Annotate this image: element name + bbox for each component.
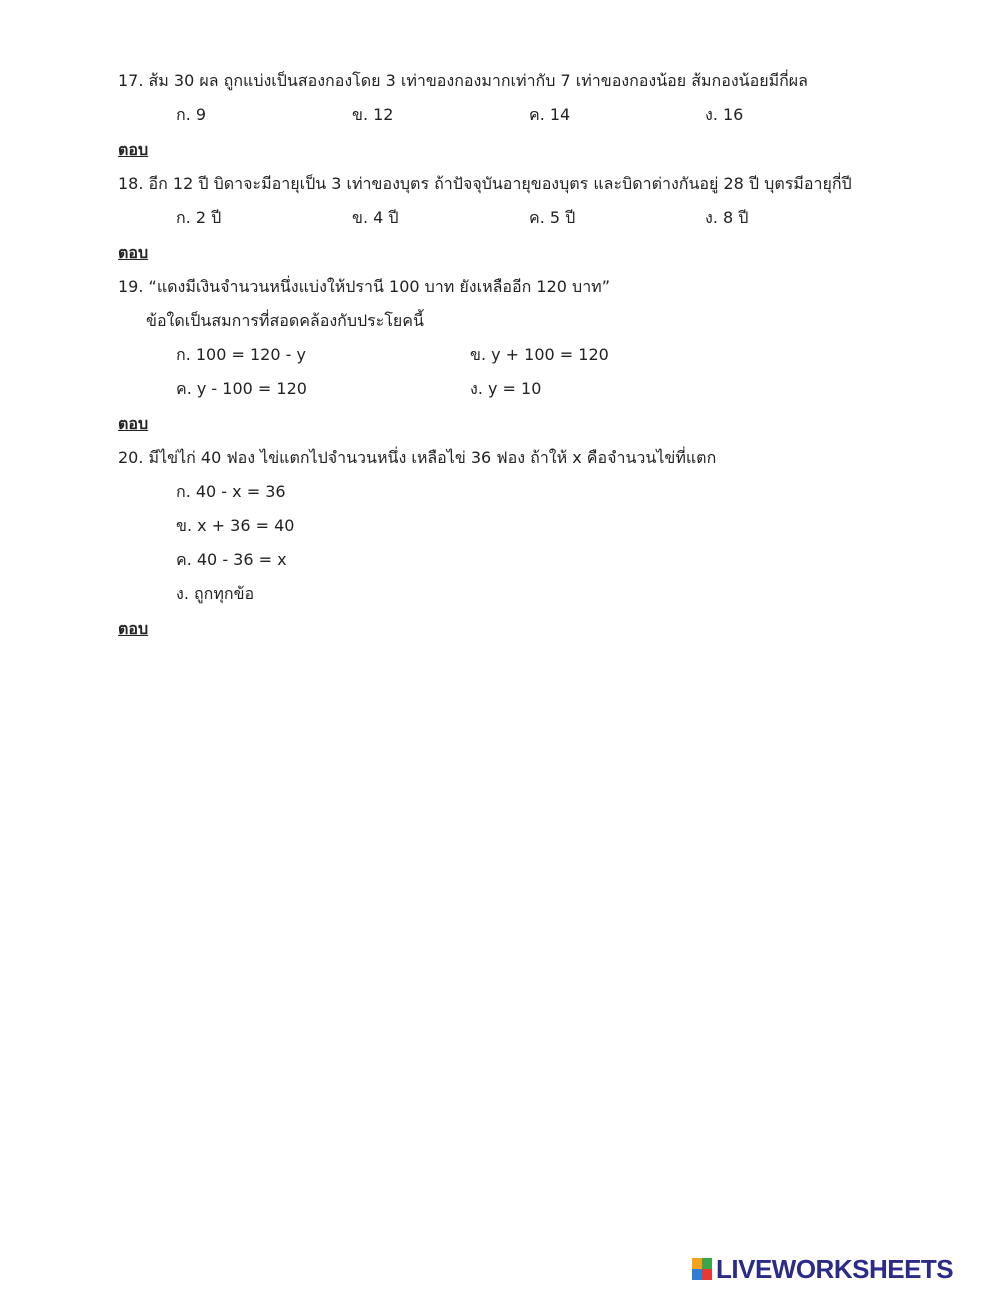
question-18-text: 18. อีก 12 ปี บิดาจะมีอายุเป็น 3 เท่าของบุตร ถ้าปัจจุบันอายุของบุตร และบิดาต่างกันอยู่ 28 ปี บุตรมีอายุกี่ปี [118, 174, 852, 193]
question-17-text: 17. ส้ม 30 ผล ถูกแบ่งเป็นสองกองโดย 3 เท่าของกองมากเท่ากับ 7 เท่าของกองน้อย ส้มกองน้อยมีกี่ผล [118, 71, 808, 90]
q20-option-d: ง. ถูกทุกข้อ [176, 584, 255, 603]
q18-option-c: ค. 5 ปี [529, 208, 576, 227]
q18-answer-label: ตอบ [118, 243, 149, 262]
liveworksheets-logo-icon [692, 1258, 712, 1280]
logo-tile-orange [692, 1258, 702, 1269]
q19-option-c: ค. y - 100 = 120 [176, 379, 307, 398]
q19-answer-label: ตอบ [118, 414, 149, 433]
q17-option-c: ค. 14 [529, 105, 571, 124]
q18-option-a: ก. 2 ปี [176, 208, 222, 227]
q17-option-d: ง. 16 [705, 105, 744, 124]
q18-option-b: ข. 4 ปี [352, 208, 399, 227]
q19-option-b: ข. y + 100 = 120 [470, 345, 609, 364]
q19-option-a: ก. 100 = 120 - y [176, 345, 306, 364]
q19-option-d: ง. y = 10 [470, 379, 542, 398]
q20-option-b: ข. x + 36 = 40 [176, 516, 295, 535]
question-19-text: 19. “แดงมีเงินจำนวนหนึ่งแบ่งให้ปรานี 100 บาท ยังเหลืออีก 120 บาท” [118, 277, 611, 296]
q20-answer-label: ตอบ [118, 619, 149, 638]
question-20-text: 20. มีไข่ไก่ 40 ฟอง ไข่แตกไปจำนวนหนึ่ง เหลือไข่ 36 ฟอง ถ้าให้ x คือจำนวนไข่ที่แตก [118, 448, 717, 467]
logo-tile-green [702, 1258, 712, 1269]
logo-tile-blue [692, 1269, 702, 1280]
liveworksheets-logo [692, 1253, 954, 1284]
q17-answer-label: ตอบ [118, 140, 149, 159]
q18-option-d: ง. 8 ปี [705, 208, 749, 227]
q17-option-b: ข. 12 [352, 105, 394, 124]
question-19-subtext: ข้อใดเป็นสมการที่สอดคล้องกับประโยคนี้ [146, 311, 424, 330]
logo-tile-red [702, 1269, 712, 1280]
q17-option-a: ก. 9 [176, 105, 207, 124]
q20-option-a: ก. 40 - x = 36 [176, 482, 286, 501]
liveworksheets-brand-text: LIVEWORKSHEETS [716, 1253, 954, 1284]
q20-option-c: ค. 40 - 36 = x [176, 550, 287, 569]
